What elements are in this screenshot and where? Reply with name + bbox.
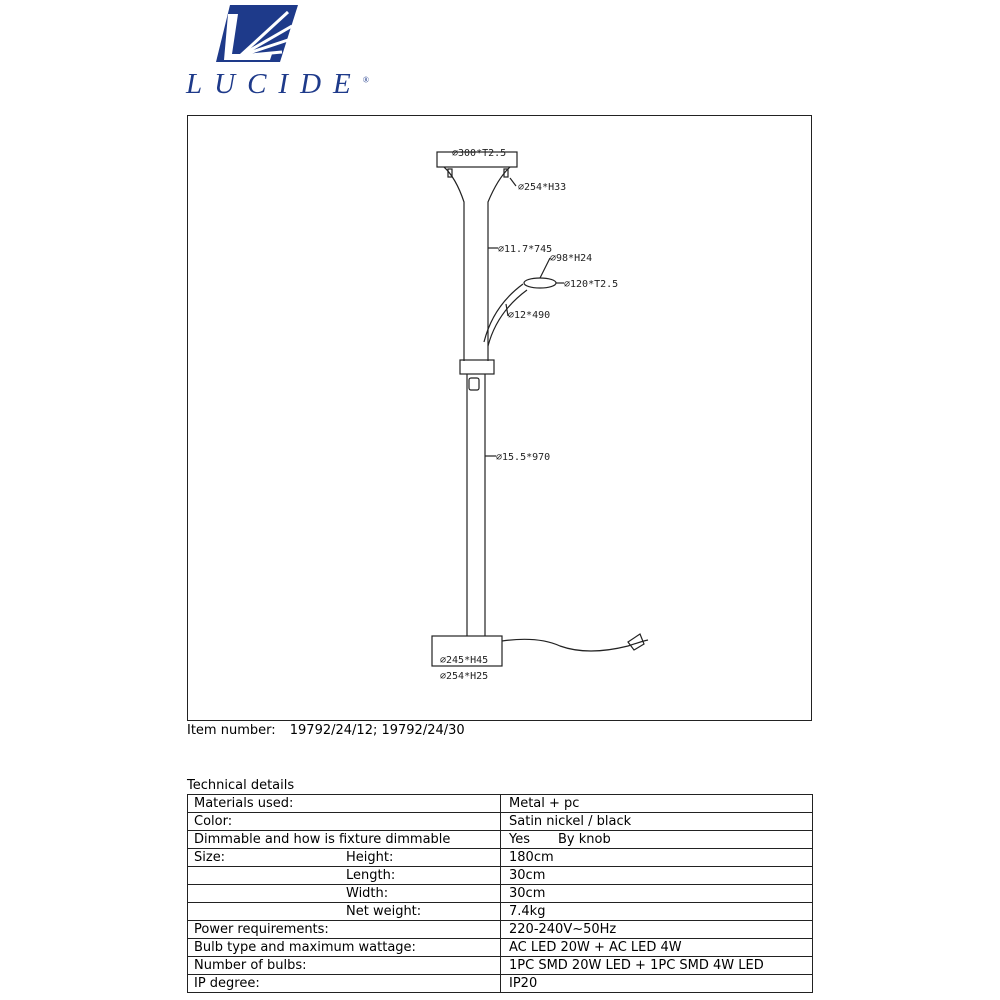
table-row: IP degree: IP20 [188,975,813,993]
dim-reading-disc: ⌀120*T2.5 [564,279,619,290]
item-number [187,723,465,738]
table-row: Dimmable and how is fixture dimmable Yes By knob [188,831,813,849]
table-row: Materials used: Metal + pc [188,795,813,813]
brand-name: LUCIDE® [186,68,369,100]
dim-base-bottom: ⌀254*H25 [440,671,489,682]
dim-flex-arm: ⌀12*490 [508,310,551,321]
dim-base-top: ⌀245*H45 [440,655,489,666]
table-row: Length: 30cm [188,867,813,885]
table-row: Net weight: 7.4kg [188,903,813,921]
item-number-label: Item number: [187,723,276,738]
table-row: Power requirements: 220-240V~50Hz [188,921,813,939]
dim-shade: ⌀300*T2.5 [452,148,507,159]
table-row: Color: Satin nickel / black [188,813,813,831]
table-row: Number of bulbs: 1PC SMD 20W LED + 1PC SMD 4W LED [188,957,813,975]
floor-lamp-drawing [188,116,813,722]
dim-reading-head: ⌀98*H24 [550,253,593,264]
technical-details-title: Technical details [187,778,295,793]
technical-details-table [187,794,813,993]
dim-shade-height: ⌀254*H33 [518,182,567,193]
table-row: Bulb type and maximum wattage: AC LED 20W + AC LED 4W [188,939,813,957]
table-row: Width: 30cm [188,885,813,903]
dim-lower-tube: ⌀15.5*970 [496,452,551,463]
table-row: Size: Height: 180cm [188,849,813,867]
dim-upper-tube: ⌀11.7*745 [498,244,553,255]
item-number-value: 19792/24/12; 19792/24/30 [289,723,465,738]
technical-drawing [187,115,812,721]
